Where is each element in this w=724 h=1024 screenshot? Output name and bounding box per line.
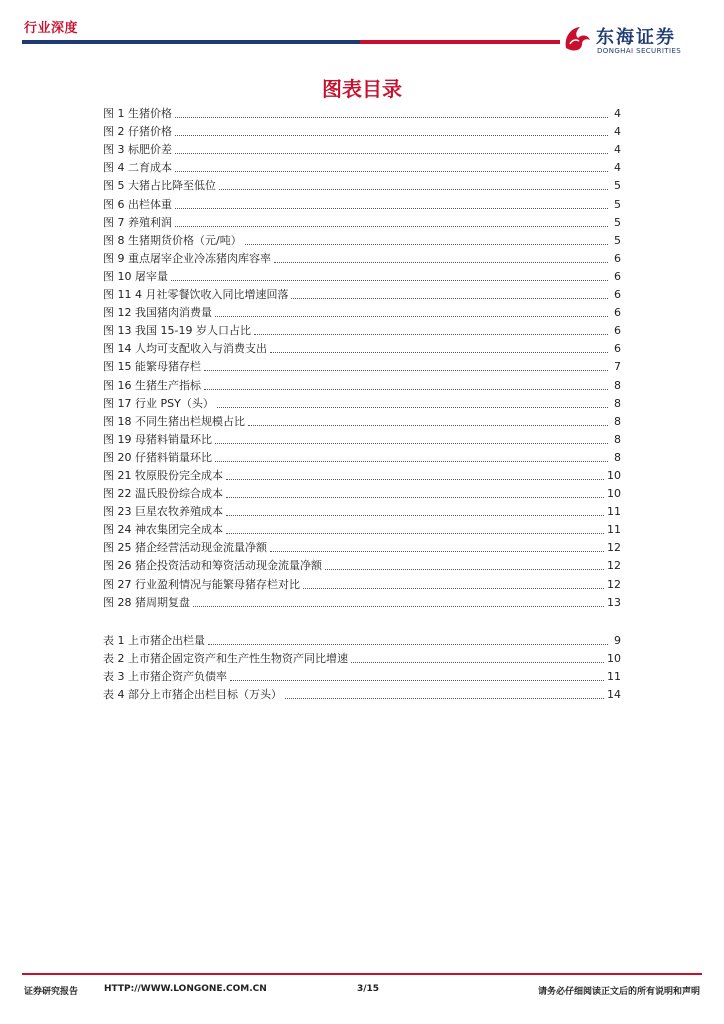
toc-dot-leader	[215, 460, 608, 462]
toc-entry-page: 12	[607, 559, 621, 573]
toc-dot-leader	[215, 315, 608, 317]
toc-dot-leader	[175, 116, 608, 118]
toc-dot-leader	[208, 643, 608, 645]
toc-entry-label: 表 2 上市猪企固定资产和生产性生物资产同比增速	[103, 651, 348, 665]
toc-entry-label: 图 12 我国猪肉消费量	[103, 306, 212, 320]
toc-dot-leader	[226, 532, 604, 534]
toc-entry-page: 5	[614, 197, 621, 211]
toc-entry-label: 图 7 养殖利润	[103, 215, 172, 229]
toc-entry-label: 图 18 不同生猪出栏规模占比	[103, 414, 245, 428]
toc-dot-leader	[171, 279, 608, 281]
toc-dot-leader	[351, 661, 604, 663]
toc-dot-leader	[204, 369, 608, 371]
logo-chinese-name: 东海证券	[596, 27, 676, 48]
toc-entry-page: 10	[607, 651, 621, 665]
toc-entry-page: 8	[614, 396, 621, 410]
toc-entry-page: 4	[614, 143, 621, 157]
toc-entry-label: 图 13 我国 15-19 岁人口占比	[103, 324, 251, 338]
toc-figure-entry[interactable]	[103, 266, 621, 284]
toc-entry-page: 11	[607, 523, 621, 537]
list-gap	[103, 610, 621, 630]
toc-entry-label: 图 27 行业盈利情况与能繁母猪存栏对比	[103, 577, 300, 591]
company-logo	[560, 22, 710, 58]
logo-english-name: DONGHAI SECURITIES	[597, 47, 682, 55]
toc-figure-entry[interactable]	[103, 212, 621, 230]
toc-figure-entry[interactable]	[103, 465, 621, 483]
toc-dot-leader	[291, 297, 608, 299]
toc-figure-entry[interactable]	[103, 519, 621, 537]
toc-table-entry[interactable]	[103, 684, 621, 702]
table-of-figures	[103, 103, 621, 702]
toc-figure-entry[interactable]	[103, 483, 621, 501]
toc-entry-label: 图 5 大猪占比降至低位	[103, 179, 216, 193]
toc-entry-page: 6	[614, 269, 621, 283]
toc-figure-entry[interactable]	[103, 139, 621, 157]
toc-figure-entry[interactable]	[103, 374, 621, 392]
toc-entry-page: 7	[614, 360, 621, 374]
toc-figure-entry[interactable]	[103, 573, 621, 591]
toc-dot-leader	[175, 207, 608, 209]
footer-disclaimer: 请务必仔细阅读正文后的所有说明和声明	[537, 987, 700, 997]
toc-entry-page: 8	[614, 450, 621, 464]
toc-table-entry[interactable]	[103, 648, 621, 666]
footer-divider	[22, 973, 702, 975]
toc-entry-page: 10	[607, 468, 621, 482]
toc-entry-page: 8	[614, 414, 621, 428]
toc-dot-leader	[175, 225, 608, 227]
toc-figure-entry[interactable]	[103, 447, 621, 465]
toc-entry-page: 4	[614, 125, 621, 139]
toc-figure-entry[interactable]	[103, 103, 621, 121]
toc-entry-page: 6	[614, 324, 621, 338]
toc-entry-page: 6	[614, 288, 621, 302]
toc-entry-label: 图 25 猪企经营活动现金流量净额	[103, 541, 267, 555]
report-category-label: 行业深度	[24, 21, 79, 36]
toc-entry-label: 图 6 出栏体重	[103, 197, 172, 211]
toc-entry-label: 图 8 生猪期货价格（元/吨）	[103, 233, 242, 247]
toc-figure-entry[interactable]	[103, 175, 621, 193]
toc-entry-page: 8	[614, 432, 621, 446]
toc-entry-page: 8	[614, 378, 621, 392]
toc-entry-page: 11	[607, 669, 621, 683]
toc-figure-entry[interactable]	[103, 537, 621, 555]
toc-entry-page: 5	[614, 215, 621, 229]
toc-entry-label: 图 4 二育成本	[103, 161, 172, 175]
toc-entry-label: 图 20 仔猪料销量环比	[103, 450, 212, 464]
toc-figure-entry[interactable]	[103, 157, 621, 175]
toc-entry-page: 12	[607, 541, 621, 555]
toc-figure-entry[interactable]	[103, 248, 621, 266]
toc-entry-label: 图 28 猪周期复盘	[103, 595, 190, 609]
toc-dot-leader	[285, 697, 604, 699]
toc-entry-label: 图 15 能繁母猪存栏	[103, 360, 201, 374]
toc-entry-label: 图 16 生猪生产指标	[103, 378, 201, 392]
toc-entry-label: 图 14 人均可支配收入与消费支出	[103, 342, 267, 356]
toc-entry-page: 5	[614, 233, 621, 247]
toc-figure-entry[interactable]	[103, 320, 621, 338]
toc-dot-leader	[175, 170, 608, 172]
toc-entry-label: 图 26 猪企投资活动和筹资活动现金流量净额	[103, 559, 322, 573]
footer-report-type: 证券研究报告	[24, 987, 79, 997]
toc-entry-page: 6	[614, 306, 621, 320]
toc-dot-leader	[254, 333, 608, 335]
toc-entry-page: 6	[614, 251, 621, 265]
toc-figure-entry[interactable]	[103, 393, 621, 411]
toc-dot-leader	[270, 351, 608, 353]
header-bar-blue	[22, 40, 360, 44]
toc-entry-page: 13	[607, 595, 621, 609]
toc-entry-label: 图 21 牧原股份完全成本	[103, 468, 223, 482]
toc-entry-page: 9	[614, 633, 621, 647]
toc-dot-leader	[226, 496, 604, 498]
toc-figure-entry[interactable]	[103, 193, 621, 211]
toc-figure-entry[interactable]	[103, 411, 621, 429]
toc-figure-entry[interactable]	[103, 429, 621, 447]
figure-list	[103, 103, 621, 610]
toc-dot-leader	[217, 406, 608, 408]
toc-entry-page: 6	[614, 342, 621, 356]
toc-entry-label: 表 1 上市猪企出栏量	[103, 633, 205, 647]
toc-entry-label: 图 2 仔猪价格	[103, 125, 172, 139]
toc-dot-leader	[303, 587, 604, 589]
toc-table-entry[interactable]	[103, 666, 621, 684]
toc-entry-label: 图 19 母猪料销量环比	[103, 432, 212, 446]
toc-entry-label: 图 11 4 月社零餐饮收入同比增速回落	[103, 288, 289, 302]
toc-dot-leader	[248, 424, 608, 426]
toc-dot-leader	[193, 605, 604, 607]
toc-dot-leader	[270, 550, 604, 552]
toc-entry-label: 图 22 温氏股份综合成本	[103, 487, 223, 501]
toc-figure-entry[interactable]	[103, 356, 621, 374]
logo-emblem-icon	[560, 22, 594, 56]
toc-entry-label: 表 3 上市猪企资产负债率	[103, 669, 227, 683]
footer-page-number: 3/15	[356, 984, 380, 994]
toc-dot-leader	[230, 679, 604, 681]
toc-entry-page: 4	[614, 161, 621, 175]
toc-dot-leader	[245, 243, 608, 245]
toc-entry-page: 12	[607, 577, 621, 591]
toc-dot-leader	[204, 388, 608, 390]
toc-entry-page: 10	[607, 487, 621, 501]
toc-figure-entry[interactable]	[103, 338, 621, 356]
toc-entry-page: 11	[607, 505, 621, 519]
toc-dot-leader	[219, 188, 608, 190]
toc-dot-leader	[215, 442, 608, 444]
table-list	[103, 630, 621, 702]
toc-entry-label: 图 24 神农集团完全成本	[103, 523, 223, 537]
toc-figure-entry[interactable]	[103, 302, 621, 320]
toc-dot-leader	[226, 514, 604, 516]
header-bar-red	[360, 40, 560, 44]
page-title: 图表目录	[322, 77, 402, 101]
toc-table-entry[interactable]	[103, 630, 621, 648]
toc-figure-entry[interactable]	[103, 230, 621, 248]
toc-entry-label: 图 17 行业 PSY（头）	[103, 396, 214, 410]
toc-dot-leader	[325, 568, 604, 570]
toc-entry-label: 图 23 巨星农牧养殖成本	[103, 505, 223, 519]
toc-dot-leader	[175, 152, 608, 154]
toc-figure-entry[interactable]	[103, 121, 621, 139]
toc-entry-page: 14	[607, 688, 621, 701]
toc-figure-entry[interactable]	[103, 501, 621, 519]
toc-entry-label: 图 1 生猪价格	[103, 107, 172, 121]
toc-dot-leader	[226, 478, 604, 480]
toc-entry-label: 图 10 屠宰量	[103, 269, 168, 283]
toc-entry-label: 图 3 标肥价差	[103, 143, 172, 157]
toc-figure-entry[interactable]	[103, 592, 621, 610]
toc-figure-entry[interactable]	[103, 284, 621, 302]
toc-entry-page: 4	[614, 107, 621, 121]
toc-dot-leader	[274, 261, 608, 263]
toc-entry-label: 图 9 重点屠宰企业冷冻猪肉库容率	[103, 251, 271, 265]
toc-dot-leader	[175, 134, 608, 136]
toc-entry-label: 表 4 部分上市猪企出栏目标（万头）	[103, 688, 282, 701]
toc-entry-page: 5	[614, 179, 621, 193]
footer-website-link[interactable]: HTTP://WWW.LONGONE.COM.CN	[104, 984, 267, 994]
toc-figure-entry[interactable]	[103, 555, 621, 573]
